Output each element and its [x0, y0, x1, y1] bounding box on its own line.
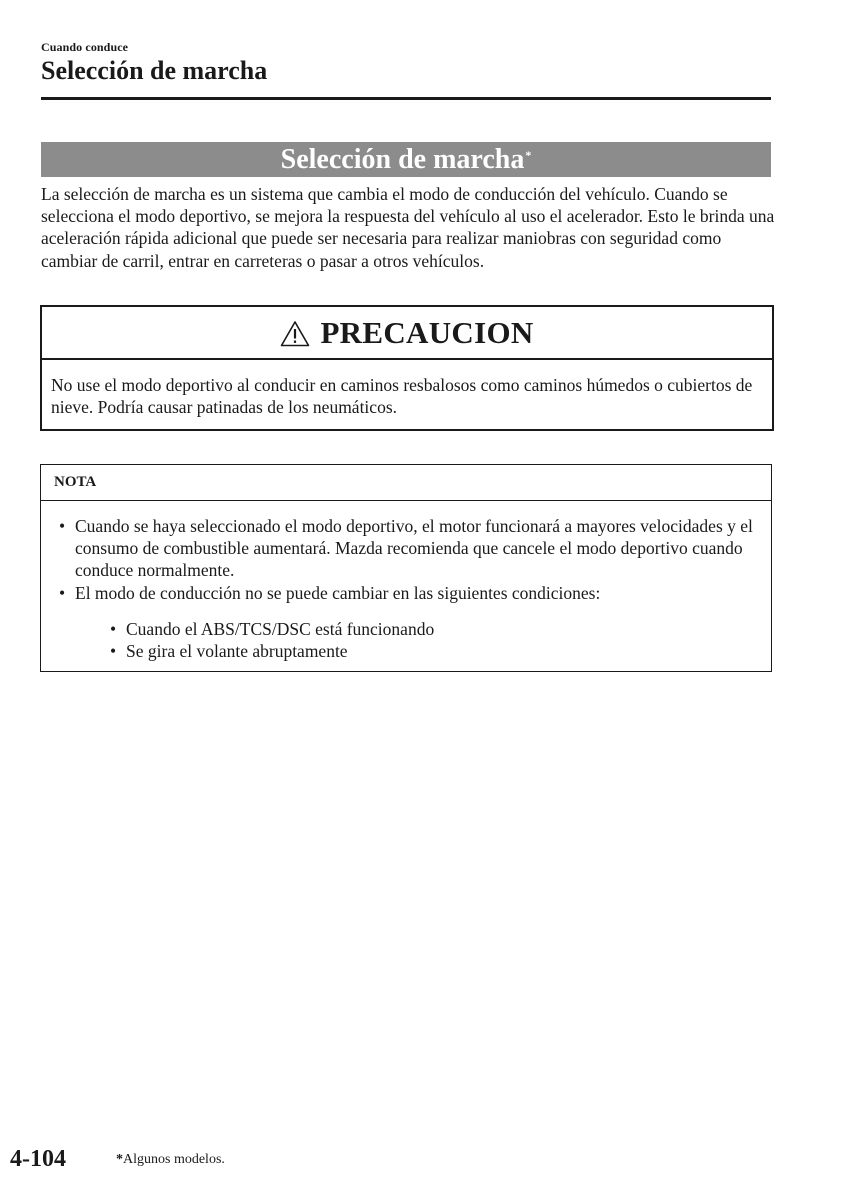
list-item [75, 640, 755, 662]
note-box [40, 464, 772, 672]
section-heading-text: Selección de marcha [280, 143, 525, 175]
note-item-text: Cuando se haya seleccionado el modo deportivo, el motor funcionará a mayores velocidades y el consumo de combustible aumentará. Mazda recomienda que cancele el modo deportivo cuando conduce normalmente. [75, 516, 753, 581]
section-label: Cuando conduce [41, 40, 129, 54]
footnote [116, 1152, 225, 1168]
caution-title: PRECAUCION [320, 314, 534, 350]
note-sub-list [75, 618, 755, 662]
list-item [75, 618, 755, 640]
bullet: • [59, 516, 66, 536]
page-number: 4-104 [10, 1146, 66, 1172]
sub-item-text: Cuando el ABS/TCS/DSC está funcionando [126, 618, 435, 639]
note-item-text: El modo de conducción no se puede cambiar en las siguientes condiciones: [75, 582, 601, 603]
note-list [41, 515, 771, 662]
bullet: • [110, 618, 117, 639]
warning-triangle-icon [280, 320, 310, 347]
list-item [41, 582, 755, 663]
caution-header [42, 307, 772, 360]
bullet: • [59, 582, 66, 603]
sub-item-text: Se gira el volante abruptamente [126, 641, 348, 662]
title-rule [41, 97, 771, 100]
page-title: Selección de marcha [41, 56, 268, 85]
bullet: • [110, 641, 117, 662]
list-item [41, 515, 755, 582]
intro-paragraph: La selección de marcha es un sistema que cambia el modo de conducción del vehículo. Cuando se selecciona el modo deportivo, se mejora la respuesta del vehículo al uso el acelerador. Esto le brinda una aceleración rápida adicional que puede ser necesaria para realizar maniobras con seguridad como cambiar de carril, entrar en carreteras o pasar a otros vehículos. [41, 184, 775, 271]
caution-text: No use el modo deportivo al conducir en caminos resbalosos como caminos húmedos o cubiertos de nieve. Podría causar patinadas de los neumáticos. [51, 375, 753, 418]
footnote-text: Algunos modelos. [123, 1152, 225, 1167]
caution-box [40, 305, 774, 431]
section-heading-marker: * [525, 148, 532, 162]
footnote-marker: * [116, 1152, 123, 1167]
section-heading [41, 142, 771, 177]
note-title: NOTA [41, 465, 771, 501]
